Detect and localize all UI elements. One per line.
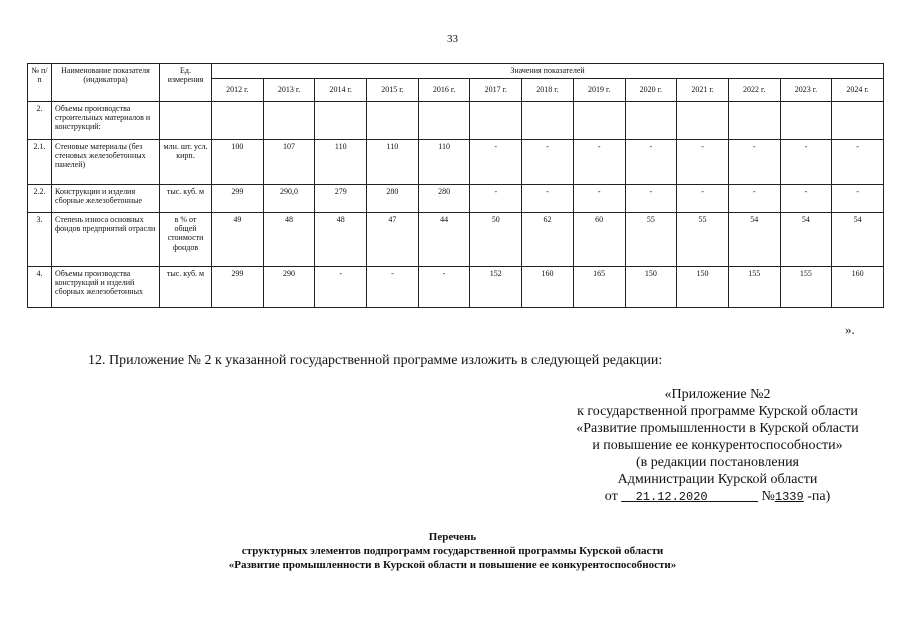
header-name: Наименование показателя (индикатора): [52, 64, 160, 102]
value-cell: -: [522, 185, 574, 213]
value-cell: -: [832, 140, 884, 185]
row-number: 2.: [28, 102, 52, 140]
row-number: 4.: [28, 267, 52, 308]
heading-line-2: структурных элементов подпрограмм государственной программы Курской области: [241, 545, 664, 557]
table-row: [28, 213, 884, 267]
value-cell: -: [470, 185, 522, 213]
value-cell: 55: [625, 213, 677, 267]
value-cell: -: [573, 140, 625, 185]
value-cell: [625, 102, 677, 140]
value-cell: 290,0: [263, 185, 315, 213]
row-name: Конструкции и изделия сборные железобетонные: [52, 185, 160, 213]
value-cell: 155: [780, 267, 832, 308]
value-cell: [522, 102, 574, 140]
row-unit: в % от общей стоимости фондов: [160, 213, 212, 267]
value-cell: -: [728, 185, 780, 213]
year-header: 2022 г.: [728, 79, 780, 102]
annex-line-6: Администрации Курской области: [617, 472, 818, 487]
annex-line-5: (в редакции постановления: [635, 455, 800, 470]
value-cell: -: [728, 140, 780, 185]
value-cell: 160: [522, 267, 574, 308]
value-cell: -: [832, 185, 884, 213]
annex-number-label: №: [761, 489, 775, 504]
header-num: № п/п: [28, 64, 52, 102]
annex-line-2: к государственной программе Курской области: [577, 404, 858, 419]
value-cell: 152: [470, 267, 522, 308]
year-header: 2020 г.: [625, 79, 677, 102]
row-number: 2.2.: [28, 185, 52, 213]
value-cell: -: [315, 267, 367, 308]
value-cell: -: [418, 267, 470, 308]
value-cell: [418, 102, 470, 140]
value-cell: 49: [212, 213, 264, 267]
row-unit: тыс. куб. м: [160, 267, 212, 308]
year-header: 2016 г.: [418, 79, 470, 102]
year-header: 2013 г.: [263, 79, 315, 102]
value-cell: 50: [470, 213, 522, 267]
indicators-table: [27, 63, 884, 308]
annex-header: [520, 386, 905, 506]
table-row: [28, 140, 884, 185]
year-header: 2014 г.: [315, 79, 367, 102]
row-number: 3.: [28, 213, 52, 267]
heading-line-3: «Развитие промышленности в Курской области и повышение ее конкурентоспособности»: [228, 559, 677, 571]
value-cell: -: [625, 140, 677, 185]
page-number: 33: [447, 33, 458, 45]
year-header: 2017 г.: [470, 79, 522, 102]
value-cell: -: [573, 185, 625, 213]
value-cell: [573, 102, 625, 140]
row-number: 2.1.: [28, 140, 52, 185]
value-cell: 47: [367, 213, 419, 267]
value-cell: 280: [418, 185, 470, 213]
value-cell: [212, 102, 264, 140]
value-cell: 107: [263, 140, 315, 185]
year-header: 2024 г.: [832, 79, 884, 102]
value-cell: 54: [728, 213, 780, 267]
value-cell: 60: [573, 213, 625, 267]
header-values-group: Значения показателей: [212, 64, 884, 79]
row-name: Объемы производства конструкций и изделий сборных железобетонных: [52, 267, 160, 308]
value-cell: -: [780, 185, 832, 213]
annex-number: 1339: [774, 490, 804, 504]
annex-line-3: «Развитие промышленности в Курской области: [576, 421, 859, 436]
annex-date-line: [520, 488, 905, 506]
value-cell: 155: [728, 267, 780, 308]
value-cell: 165: [573, 267, 625, 308]
annex-date: 21.12.2020: [635, 490, 708, 504]
year-header: 2021 г.: [677, 79, 729, 102]
value-cell: [263, 102, 315, 140]
value-cell: 150: [625, 267, 677, 308]
annex-suffix: -па): [807, 489, 831, 504]
year-header: 2018 г.: [522, 79, 574, 102]
value-cell: 48: [315, 213, 367, 267]
row-unit: млн. шт. усл. кирп.: [160, 140, 212, 185]
row-name: Степень износа основных фондов предприятий отрасли: [52, 213, 160, 267]
value-cell: 299: [212, 267, 264, 308]
value-cell: 150: [677, 267, 729, 308]
value-cell: [677, 102, 729, 140]
year-header: 2012 г.: [212, 79, 264, 102]
value-cell: [367, 102, 419, 140]
value-cell: -: [780, 140, 832, 185]
table-row: [28, 267, 884, 308]
value-cell: -: [677, 185, 729, 213]
row-name: Объемы производства строительных материалов и конструкций:: [52, 102, 160, 140]
closing-quote: ».: [845, 322, 855, 337]
value-cell: -: [522, 140, 574, 185]
table-body: [28, 102, 884, 308]
value-cell: -: [625, 185, 677, 213]
value-cell: 299: [212, 185, 264, 213]
annex-line-1: «Приложение №2: [664, 387, 771, 402]
list-heading: [0, 530, 905, 572]
value-cell: 48: [263, 213, 315, 267]
row-unit: [160, 102, 212, 140]
value-cell: 279: [315, 185, 367, 213]
value-cell: 100: [212, 140, 264, 185]
table-row: [28, 102, 884, 140]
value-cell: 54: [780, 213, 832, 267]
value-cell: 280: [367, 185, 419, 213]
table-header-row: [28, 64, 884, 79]
value-cell: -: [677, 140, 729, 185]
year-header: 2023 г.: [780, 79, 832, 102]
row-name: Стеновые материалы (без стеновых железобетонных панелей): [52, 140, 160, 185]
value-cell: -: [470, 140, 522, 185]
value-cell: 44: [418, 213, 470, 267]
value-cell: 62: [522, 213, 574, 267]
heading-line-1: Перечень: [428, 531, 477, 543]
value-cell: 54: [832, 213, 884, 267]
value-cell: 110: [367, 140, 419, 185]
value-cell: 110: [315, 140, 367, 185]
value-cell: [728, 102, 780, 140]
annex-line-4: и повышение ее конкурентоспособности»: [592, 438, 843, 453]
value-cell: [470, 102, 522, 140]
row-unit: тыс. куб. м: [160, 185, 212, 213]
year-header: 2019 г.: [573, 79, 625, 102]
value-cell: 160: [832, 267, 884, 308]
value-cell: 290: [263, 267, 315, 308]
header-unit: Ед. измерения: [160, 64, 212, 102]
annex-from-label: от: [604, 489, 618, 504]
year-header: 2015 г.: [367, 79, 419, 102]
table-row: [28, 185, 884, 213]
value-cell: -: [367, 267, 419, 308]
value-cell: [780, 102, 832, 140]
paragraph-12: 12. Приложение № 2 к указанной государственной программе изложить в следующей редакции:: [88, 353, 663, 368]
value-cell: 55: [677, 213, 729, 267]
value-cell: [315, 102, 367, 140]
value-cell: 110: [418, 140, 470, 185]
value-cell: [832, 102, 884, 140]
